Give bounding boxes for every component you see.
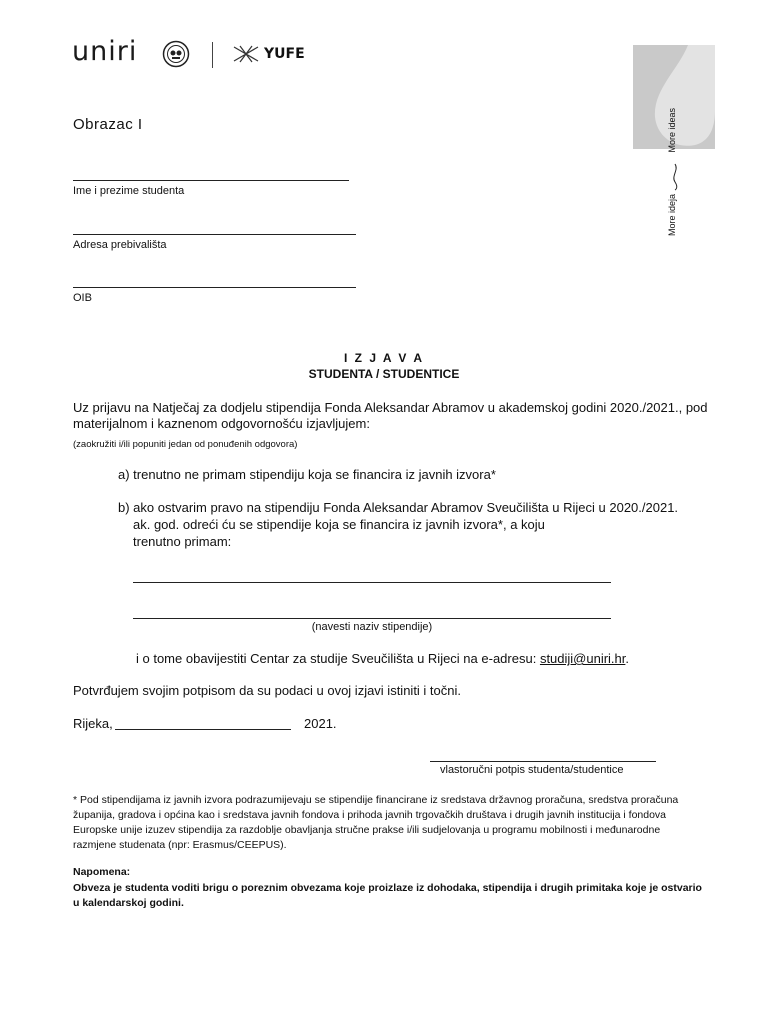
option-b-line2: ak. god. odreći ću se stipendije koja se financira iz javnih izvora*, a koju: [133, 517, 545, 532]
declaration-title: I Z J A V A: [343, 351, 424, 365]
logo-divider: [212, 42, 213, 68]
option-b-line3: trenutno primam:: [133, 534, 232, 549]
university-seal-icon: [162, 40, 190, 68]
option-a[interactable]: a) trenutno ne primam stipendiju koja se financira iz javnih izvora*: [118, 467, 496, 482]
email-link[interactable]: studiji@uniri.hr: [539, 651, 626, 666]
scholarship-name-line-1[interactable]: [133, 582, 611, 583]
scholarship-name-line-2[interactable]: [133, 618, 611, 619]
year-label: 2021.: [304, 716, 337, 731]
name-field-line[interactable]: [73, 180, 349, 181]
scholarship-hint: (navesti naziv stipendije): [311, 621, 433, 633]
option-b-line1[interactable]: b) ako ostvarim pravo na stipendiju Fonda Aleksandar Abramov Sveučilišta u Rijeci u 2020./2021.: [118, 500, 679, 515]
address-field-line[interactable]: [73, 234, 356, 235]
address-field-label: Adresa prebivališta: [73, 239, 167, 251]
note-heading: Napomena:: [73, 866, 131, 878]
wave-icon: [670, 162, 680, 192]
place-date-line[interactable]: [115, 729, 291, 730]
oib-field-line[interactable]: [73, 287, 356, 288]
notify-text: i o tome obavijestiti Centar za studije Sveučilišta u Rijeci na e-adresu:: [136, 651, 537, 666]
declaration-hint: (zaokružiti i/ili popuniti jedan od ponuđenih odgovora): [73, 439, 298, 450]
confirm-text: Potvrđujem svojim potpisom da su podaci u ovoj izjavi istiniti i točni.: [73, 683, 462, 698]
yufe-star-icon: [232, 44, 260, 64]
note-text: Obveza je studenta voditi brigu o poreznim obvezama koje proizlaze iz dohodaka, stipendija i drugih primitaka koje je ostvario u kalendarskoj godini.: [73, 882, 702, 909]
name-field-label: Ime i prezime studenta: [73, 185, 185, 197]
yufe-logo: YUFE: [264, 46, 305, 62]
signature-label: vlastoručni potpis studenta/studentice: [440, 764, 624, 776]
footnote: * Pod stipendijama iz javnih izvora podrazumijevaju se stipendije financirane iz sredstava državnog proračuna, sredstva proračuna županija, gradova i općina kao i sredstava javnih fondova i prihoda javnih trgovačkih društava i drugih javnih institucija i fondova Europske unije izuzev stipendija za razdoblje obavljanja stručne prakse i/ili sudjelovanja u programu mobilnosti i međunarodne razmjene studenata (npr: Erasmus/CEEPUS).: [73, 794, 679, 851]
notify-end: .: [625, 651, 630, 666]
uniri-logo: uniri: [72, 36, 138, 67]
signature-line[interactable]: [430, 761, 656, 762]
place-label: Rijeka,: [73, 716, 113, 731]
notify-line: [136, 651, 629, 667]
form-title: Obrazac I: [73, 116, 143, 133]
oib-field-label: OIB: [73, 292, 92, 304]
side-text-top: More ideas: [667, 108, 677, 153]
declaration-subtitle: STUDENTA / STUDENTICE: [308, 367, 460, 381]
declaration-intro: Uz prijavu na Natječaj za dodjelu stipendija Fonda Aleksandar Abramov u akademskoj godini 2020./2021., pod materijalnom i kaznenom odgovornošću izjavljujem:: [73, 400, 708, 431]
side-text-bottom: More ideja: [667, 194, 677, 237]
